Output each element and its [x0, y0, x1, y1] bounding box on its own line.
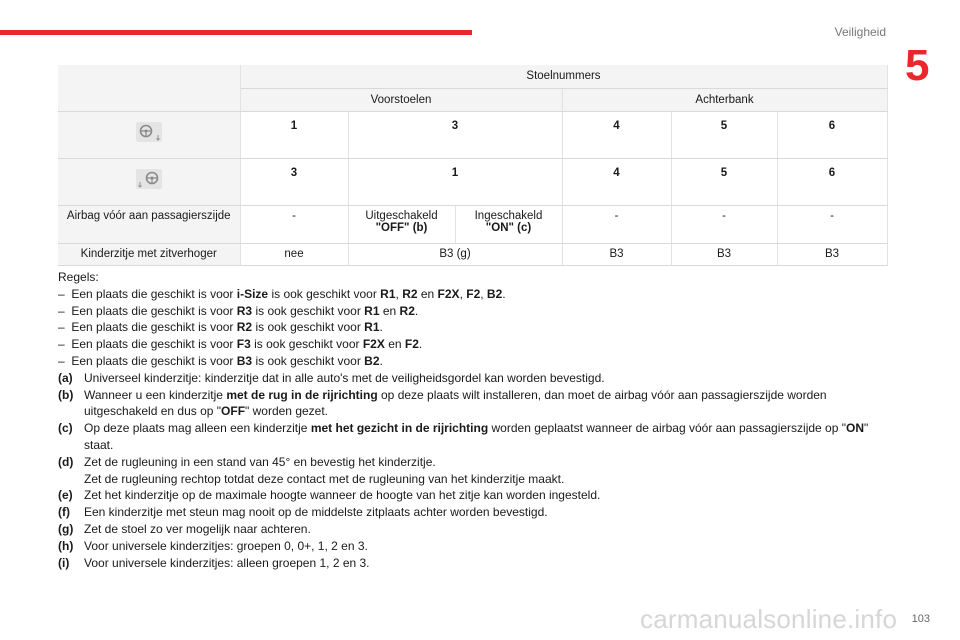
footnote-b: (b) Wanneer u een kinderzitje met de rug in de rijrichting op deze plaats wilt installeren, dan moet de airbag vóór aan passagierszijde worden uitgeschakeld en dus op "OFF" worden gezet.	[58, 387, 827, 419]
watermark: carmanualsonline.info	[640, 604, 898, 634]
table-cell: 5	[671, 158, 777, 205]
table-row	[58, 243, 887, 265]
section-title: Veiligheid	[834, 25, 886, 39]
rear-bench-header: Achterbank	[562, 88, 887, 111]
table-cell: Ingeschakeld "ON" (c)	[455, 205, 562, 243]
seat-numbers-header: Stoelnummers	[240, 65, 887, 88]
table-cell: -	[777, 205, 887, 243]
rhd-car-icon-cell	[58, 158, 240, 205]
table-cell: B3	[777, 243, 887, 265]
booster-label: Kinderzitje met zitverhoger	[58, 243, 240, 265]
footnote-e: (e) Zet het kinderzitje op de maximale hoogte wanneer de hoogte van het zitje kan worden ingesteld.	[58, 488, 601, 503]
rule-item: – Een plaats die geschikt is voor R2 is ook geschikt voor R1.	[58, 320, 383, 335]
rule-item: – Een plaats die geschikt is voor i-Size is ook geschikt voor R1, R2 en F2X, F2, B2.	[58, 286, 506, 301]
table-cell: Uitgeschakeld "OFF" (b)	[348, 205, 455, 243]
table-row	[58, 205, 887, 243]
steering-wheel-lhd-icon	[134, 120, 164, 144]
page-number: 103	[911, 613, 930, 625]
table-cell: 6	[777, 111, 887, 158]
rule-item: – Een plaats die geschikt is voor F3 is ook geschikt voor F2X en F2.	[58, 337, 423, 352]
front-seats-header: Voorstoelen	[240, 88, 562, 111]
footnote-d: (d) Zet de rugleuning in een stand van 45° en bevestig het kinderzitje. Zet de rugleuning rechtop totdat deze contact met de rugleuning van het kinderzitje maakt.	[58, 454, 565, 486]
footnote-a: (a) Universeel kinderzitje: kinderzitje dat in alle auto's met de veiligheidsgordel kan worden bevestigd.	[58, 370, 605, 385]
footnote-i: (i) Voor universele kinderzitjes: alleen groepen 1, 2 en 3.	[58, 555, 370, 570]
table-cell: B3 (g)	[348, 243, 562, 265]
table-row	[58, 158, 887, 205]
table-cell: -	[671, 205, 777, 243]
table-cell: 3	[348, 111, 562, 158]
table-cell: 4	[562, 111, 671, 158]
table-cell: 1	[348, 158, 562, 205]
steering-wheel-rhd-icon	[134, 167, 164, 191]
table-cell: 5	[671, 111, 777, 158]
airbag-label: Airbag vóór aan passagierszijde	[58, 205, 240, 243]
table-row	[58, 111, 887, 158]
lhd-car-icon-cell	[58, 111, 240, 158]
table-cell: -	[562, 205, 671, 243]
table-cell: B3	[671, 243, 777, 265]
footnote-h: (h) Voor universele kinderzitjes: groepen 0, 0+, 1, 2 en 3.	[58, 538, 368, 553]
rule-item: – Een plaats die geschikt is voor B3 is ook geschikt voor B2.	[58, 353, 383, 368]
table-cell: 4	[562, 158, 671, 205]
chapter-number: 5	[905, 41, 930, 90]
table-cell: 3	[240, 158, 348, 205]
footnote-g: (g) Zet de stoel zo ver mogelijk naar achteren.	[58, 521, 311, 536]
rule-item: – Een plaats die geschikt is voor R3 is ook geschikt voor R1 en R2.	[58, 303, 419, 318]
table-corner	[58, 65, 240, 111]
table-cell: 1	[240, 111, 348, 158]
table-cell: -	[240, 205, 348, 243]
table-cell: 6	[777, 158, 887, 205]
table-cell: B3	[562, 243, 671, 265]
seat-table	[58, 65, 888, 266]
table-cell: nee	[240, 243, 348, 265]
rules-section	[58, 269, 888, 571]
header-accent-bar	[0, 30, 472, 35]
footnote-f: (f) Een kinderzitje met steun mag nooit op de middelste zitplaats achter worden bevestigd.	[58, 505, 548, 520]
footnote-c: (c) Op deze plaats mag alleen een kinderzitje met het gezicht in de rijrichting worden geplaatst wanneer de airbag vóór aan passagierszijde op "ON" staat.	[58, 421, 869, 452]
rules-title: Regels:	[58, 270, 99, 284]
